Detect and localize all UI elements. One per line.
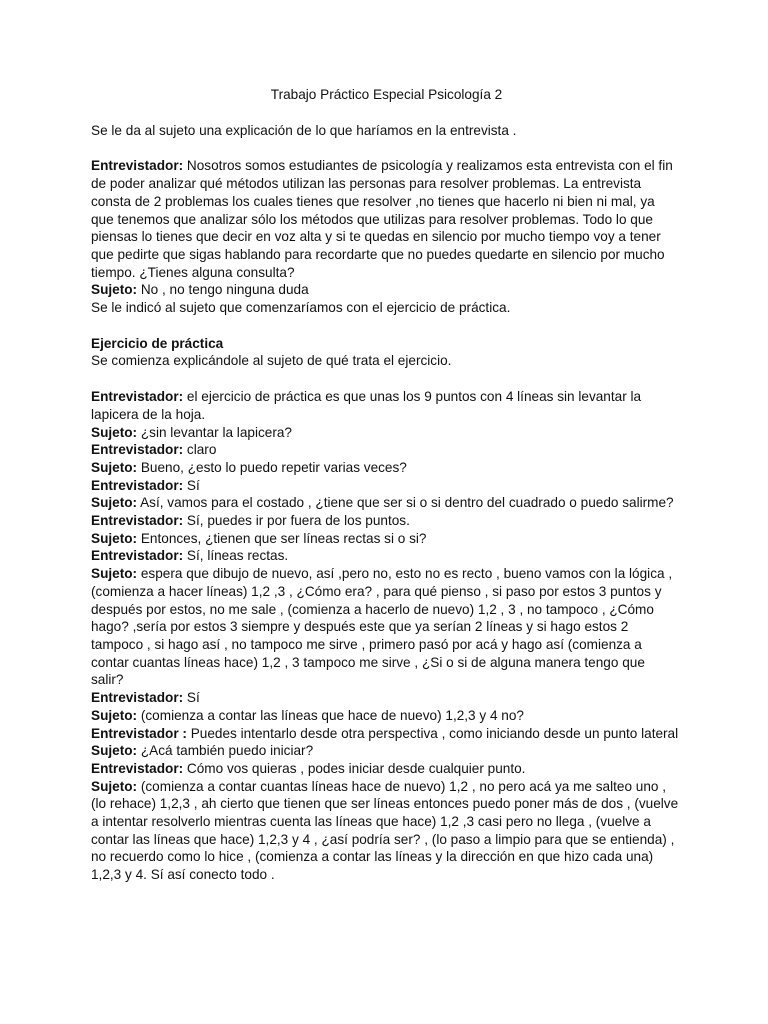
dialogue-text: Sí xyxy=(183,690,200,706)
dialogue-line xyxy=(91,760,681,778)
dialogue-text: (comienza a contar las líneas que hace de nuevo) 1,2,3 y 4 no? xyxy=(137,707,524,723)
note-line xyxy=(91,299,681,317)
speaker-label: Entrevistador: xyxy=(91,760,184,776)
dialogue-text: Puedes intentarlo desde otra perspectiva , como iniciando desde un punto lateral xyxy=(186,725,679,741)
intro-paragraph: Se le da al sujeto una explicación de lo que haríamos en la entrevista . xyxy=(91,122,517,138)
speaker-label: Entrevistador: xyxy=(91,513,184,529)
dialogue-text: Nosotros somos estudiantes de psicología y realizamos esta entrevista con el fin de poder analizar qué métodos utilizan las personas para resolver problemas. La entrevista consta de 2 problemas los cuales tienes que resolver ,no tienes que hacerlo ni bien ni mal, ya que tenemos que analizar sólo los métodos que utilizas para resolver problemas. Todo lo que piensas lo tienes que decir en voz alta y si te quedas en silencio por mucho tiempo voy a tener que pedirte que sigas hablando para recordarte que no puedes quedarte en silencio por mucho tiempo. ¿Tienes alguna consulta? xyxy=(91,158,673,280)
speaker-label: Sujeto: xyxy=(91,778,138,794)
practice-intro: Se comienza explicándole al sujeto de qué trata el ejercicio. xyxy=(91,353,452,369)
dialogue-line xyxy=(91,388,681,423)
dialogue-text: Cómo vos quieras , podes iniciar desde cualquier punto. xyxy=(183,760,526,776)
dialogue-text: ¿sin levantar la lapicera? xyxy=(137,424,292,440)
dialogue-text: espera que dibujo de nuevo, así ,pero no, esto no es recto , bueno vamos con la lógica , (comienza a hacer líneas) 1,2 ,3 , ¿Cómo era? , para qué pienso , si paso por estos 3 puntos y después por estos, no me sale , (comienza a hacerlo de nuevo) 1,2 , 3 , no tampoco , ¿Cómo hago? ,sería por estos 3 siempre y después este que ya serían 2 líneas y si hago estos 2 tampoco , si hago así , no tampoco me sirve , primero pasó por acá y hago así (comienza a contar cuantas líneas hace) 1,2 , 3 tampoco me sirve , ¿Si o si de alguna manera tengo que salir? xyxy=(91,566,673,688)
dialogue-text: Bueno, ¿esto lo puedo repetir varias veces? xyxy=(137,459,407,475)
dialogue-line xyxy=(91,477,681,495)
speaker-label: Entrevistador: xyxy=(91,158,184,174)
dialogue-text: Sí, puedes ir por fuera de los puntos. xyxy=(183,513,410,529)
practice-dialogue xyxy=(91,388,681,884)
dialogue-text: claro xyxy=(183,442,217,458)
dialogue-line xyxy=(91,778,681,884)
dialogue-text: No , no tengo ninguna duda xyxy=(137,282,309,298)
speaker-label: Sujeto: xyxy=(91,459,138,475)
dialogue-line xyxy=(91,742,681,760)
speaker-label: Entrevistador: xyxy=(91,690,184,706)
dialogue-line xyxy=(91,565,681,689)
dialogue-text: Sí, líneas rectas. xyxy=(183,548,289,564)
dialogue-line xyxy=(91,689,681,707)
dialogue-line xyxy=(91,281,681,299)
speaker-label: Entrevistador: xyxy=(91,389,184,405)
dialogue-line xyxy=(91,441,681,459)
note-text: Se le indicó al sujeto que comenzaríamos con el ejercicio de práctica. xyxy=(91,300,511,316)
practice-heading: Ejercicio de práctica xyxy=(91,335,224,351)
dialogue-text: Entonces, ¿tienen que ser líneas rectas si o si? xyxy=(137,530,427,546)
speaker-label: Entrevistador: xyxy=(91,548,184,564)
speaker-label: Entrevistador : xyxy=(91,725,187,741)
section-1 xyxy=(91,157,681,316)
speaker-label: Sujeto: xyxy=(91,566,138,582)
speaker-label: Sujeto: xyxy=(91,282,138,298)
document-page xyxy=(91,86,681,884)
speaker-label: Entrevistador: xyxy=(91,477,184,493)
speaker-label: Sujeto: xyxy=(91,424,138,440)
dialogue-text: el ejercicio de práctica es que unas los 9 puntos con 4 líneas sin levantar la lapicera de la hoja. xyxy=(91,389,642,422)
dialogue-line xyxy=(91,424,681,442)
dialogue-line xyxy=(91,459,681,477)
dialogue-line xyxy=(91,725,681,743)
dialogue-line xyxy=(91,494,681,512)
dialogue-line xyxy=(91,157,681,281)
speaker-label: Sujeto: xyxy=(91,495,138,511)
document-title: Trabajo Práctico Especial Psicología 2 xyxy=(270,87,503,102)
speaker-label: Sujeto: xyxy=(91,743,138,759)
speaker-label: Sujeto: xyxy=(91,530,138,546)
dialogue-line xyxy=(91,707,681,725)
dialogue-text: Así, vamos para el costado , ¿tiene que ser si o si dentro del cuadrado o puedo salirme? xyxy=(137,495,674,511)
speaker-label: Entrevistador: xyxy=(91,442,184,458)
dialogue-line xyxy=(91,530,681,548)
dialogue-line xyxy=(91,547,681,565)
dialogue-line xyxy=(91,512,681,530)
dialogue-text: ¿Acá también puedo iniciar? xyxy=(137,743,314,759)
dialogue-text: (comienza a contar cuantas líneas hace de nuevo) 1,2 , no pero acá ya me salteo uno , (lo rehace) 1,2,3 , ah cierto que tienen que ser líneas entonces puedo poner más de dos , (vuelve a intentar resolverlo mientras cuenta las líneas que hace) 1,2 ,3 casi pero no llega , (vuelve a contar las líneas que hace) 1,2,3 y 4 , ¿así podría ser? , (lo paso a limpio para que se entienda) , no recuerdo como lo hice , (comienza a contar las líneas y la dirección en que hizo cada una) 1,2,3 y 4. Sí así conecto todo . xyxy=(91,778,679,883)
speaker-label: Sujeto: xyxy=(91,707,138,723)
dialogue-text: Sí xyxy=(183,477,200,493)
